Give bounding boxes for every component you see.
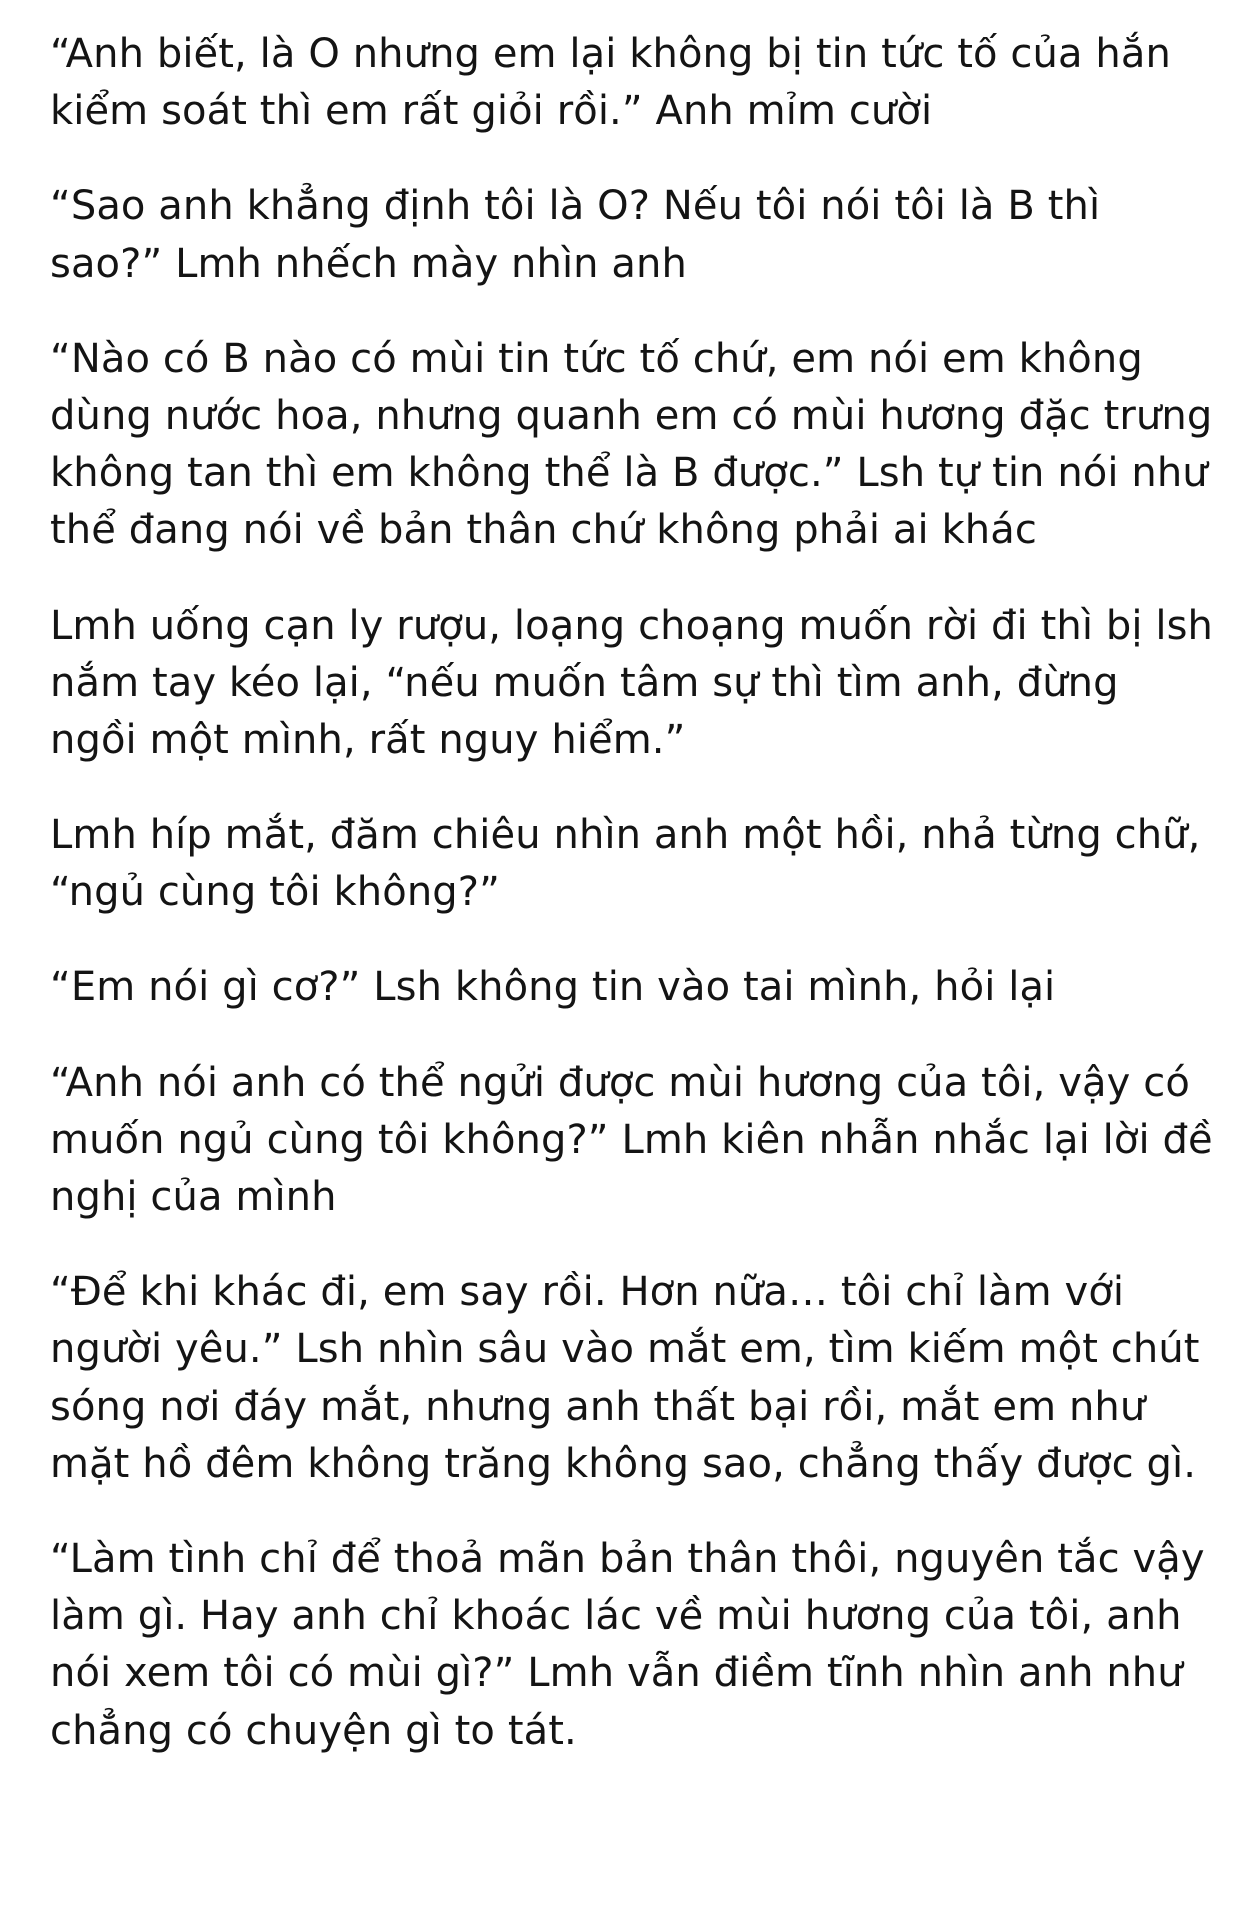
paragraph: “Nào có B nào có mùi tin tức tố chứ, em nói em không dùng nước hoa, nhưng quanh em có mùi hương đặc trưng không tan thì em không thể là B được.” Lsh tự tin nói như thể đang nói về bản thân chứ không phải ai khác	[50, 335, 1213, 554]
paragraph: Lmh híp mắt, đăm chiêu nhìn anh một hồi, nhả từng chữ, “ngủ cùng tôi không?”	[50, 812, 1201, 916]
paragraph: Lmh uống cạn ly rượu, loạng choạng muốn rời đi thì bị lsh nắm tay kéo lại, “nếu muốn tâm sự thì tìm anh, đừng ngồi một mình, rất nguy hiểm.”	[50, 602, 1213, 763]
paragraph: “Anh nói anh có thể ngửi được mùi hương của tôi, vậy có muốn ngủ cùng tôi không?” Lmh kiên nhẫn nhắc lại lời đề nghị của mình	[50, 1059, 1213, 1220]
paragraph: “Làm tình chỉ để thoả mãn bản thân thôi, nguyên tắc vậy làm gì. Hay anh chỉ khoác lác về mùi hương của tôi, anh nói xem tôi có mùi gì?” Lmh vẫn điềm tĩnh nhìn anh như chẳng có chuyện gì to tát.	[50, 1535, 1205, 1754]
paragraph: “Để khi khác đi, em say rồi. Hơn nữa… tôi chỉ làm với người yêu.” Lsh nhìn sâu vào mắt em, tìm kiếm một chút sóng nơi đáy mắt, nhưng anh thất bại rồi, mắt em như mặt hồ đêm không trăng không sao, chẳng thấy được gì.	[50, 1269, 1200, 1487]
paragraph: “Sao anh khẳng định tôi là O? Nếu tôi nói tôi là B thì sao?” Lmh nhếch mày nhìn anh	[50, 183, 1101, 287]
paragraph: “Em nói gì cơ?” Lsh không tin vào tai mình, hỏi lại	[50, 964, 1056, 1011]
paragraph: “Anh biết, là O nhưng em lại không bị tin tức tố của hắn kiểm soát thì em rất giỏi rồi.” Anh mỉm cười	[50, 31, 1171, 135]
